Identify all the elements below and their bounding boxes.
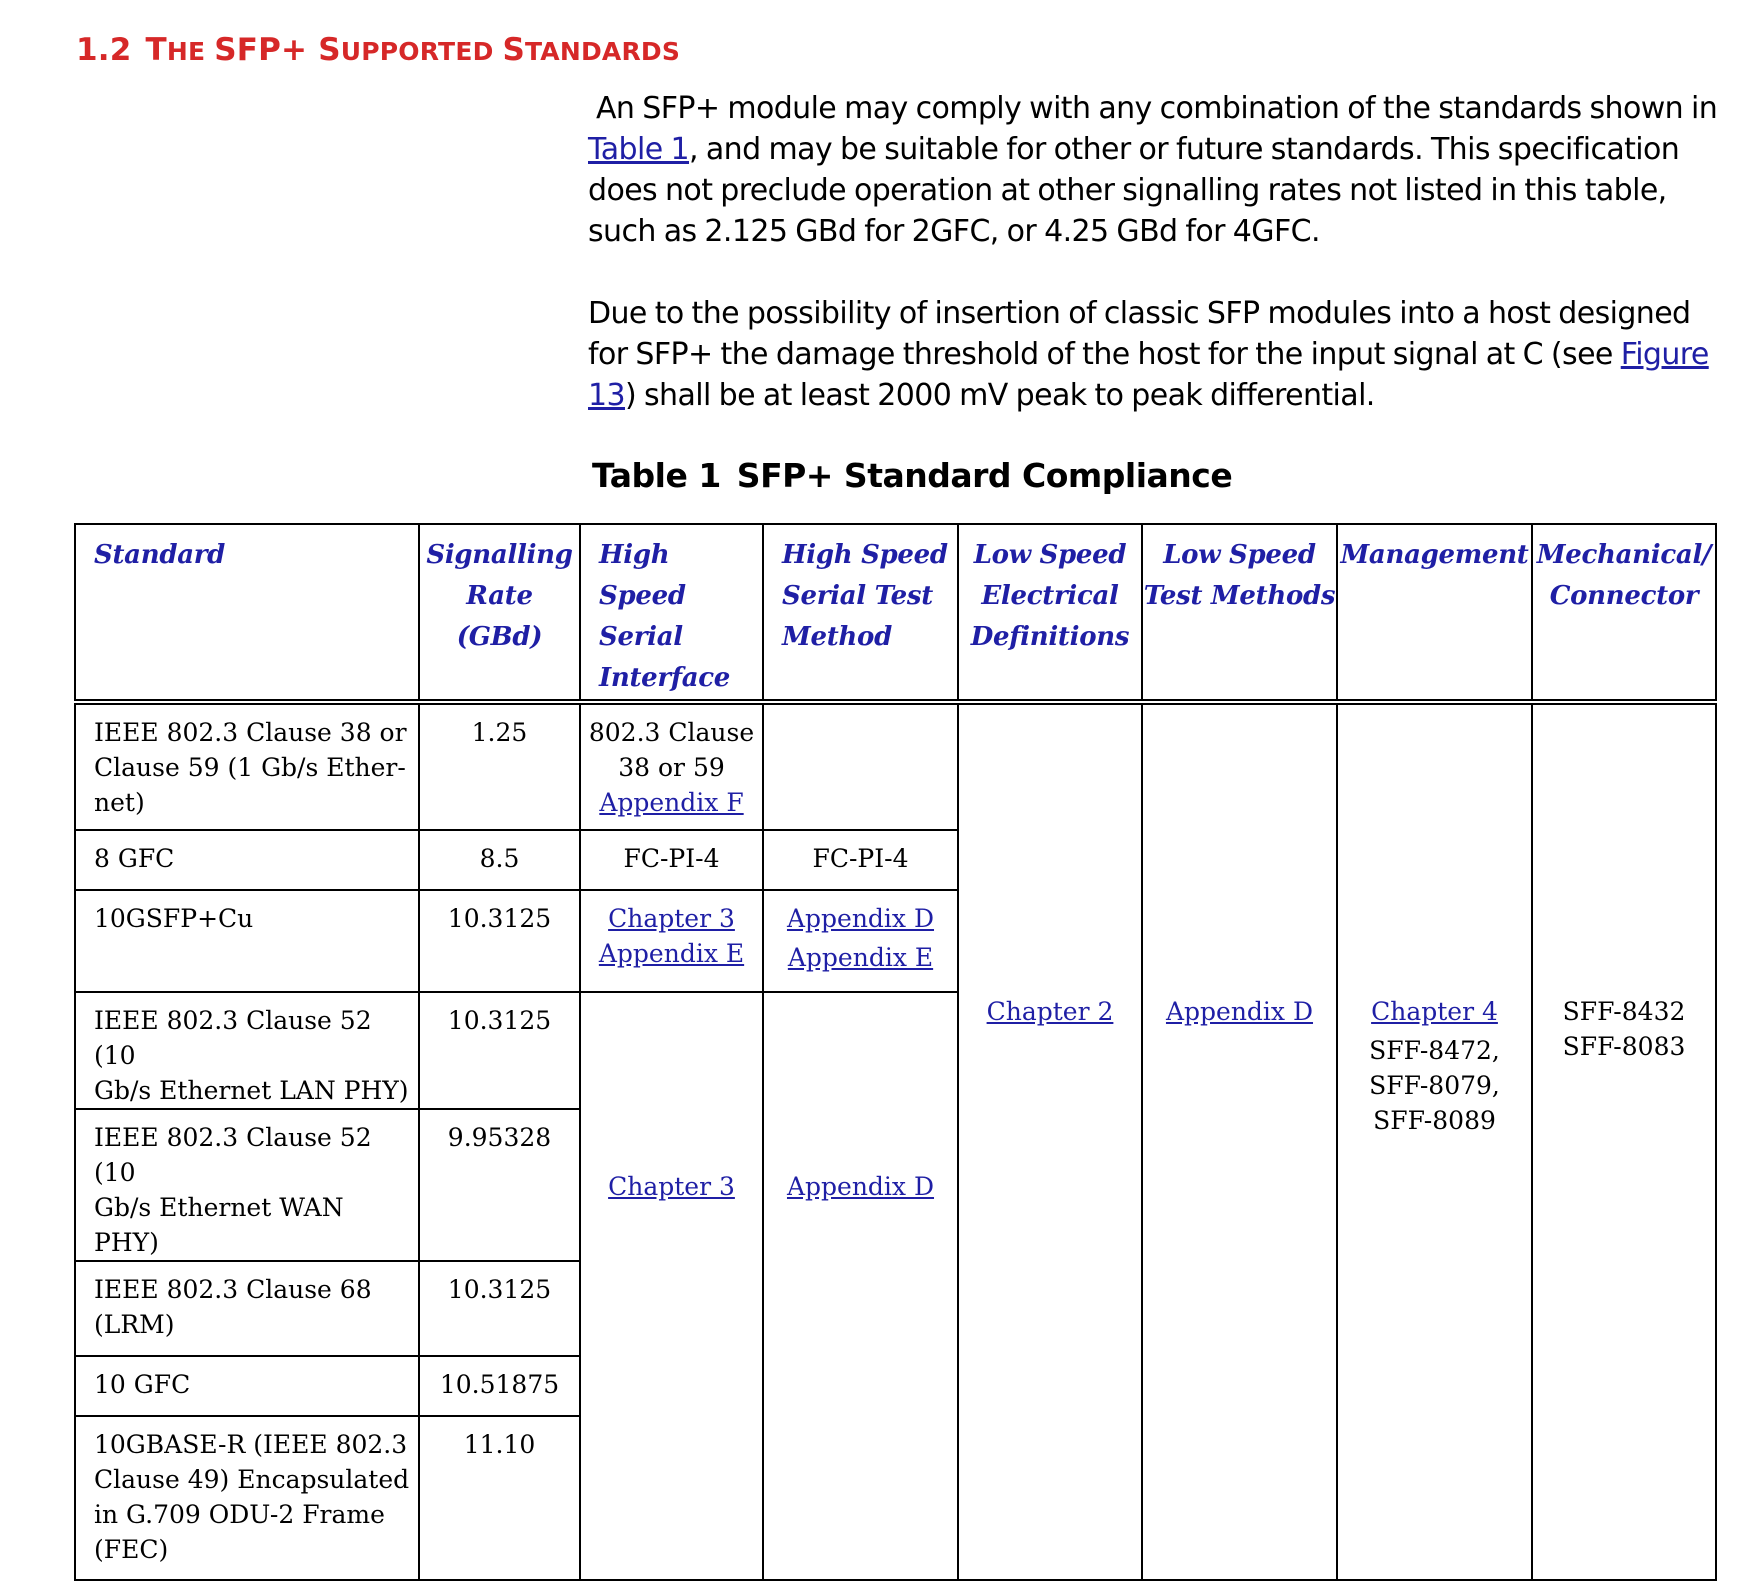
cell-management: Chapter 4 SFF-8472, SFF-8079, SFF-8089 [1337, 702, 1532, 1580]
cell-rate: 11.10 [419, 1416, 580, 1580]
cell-rate: 9.95328 [419, 1109, 580, 1261]
cell-standard: 8 GFC [75, 830, 419, 890]
cell-hs-interface: FC-PI-4 [580, 830, 763, 890]
cell-mechanical: SFF-8432 SFF-8083 [1532, 702, 1716, 1580]
cell-standard: 10 GFC [75, 1356, 419, 1416]
paragraph-2-text-a: Due to the possibility of insertion of classic SFP modules into a host designed for SFP+ the damage threshold of the host for the input signal at C (see [588, 296, 1691, 372]
table-caption-label: Table 1 [592, 456, 721, 495]
cell-rate: 10.3125 [419, 890, 580, 992]
paragraph-1-text-b: , and may be suitable for other or future standards. This specification does not preclude operation at other signalling rates not listed in this table, such as 2.125 GBd for 2GFC, or 4.25 GBd for 4GFC. [588, 132, 1680, 249]
body-text [588, 88, 1718, 416]
table-caption [592, 456, 1232, 495]
cell-hs-interface [580, 992, 763, 1580]
cell-standard: 10GBASE-R (IEEE 802.3 Clause 49) Encapsulated in G.709 ODU-2 Frame (FEC) [75, 1416, 419, 1580]
cell-hs-test: FC-PI-4 [763, 830, 958, 890]
cell-standard: IEEE 802.3 Clause 38 or Clause 59 (1 Gb/s Ether- net) [75, 702, 419, 830]
title-part: T [145, 32, 167, 68]
cell-hs-test [763, 890, 958, 992]
paragraph-2-text-b: ) shall be at least 2000 mV peak to peak differential. [624, 378, 1375, 413]
paragraph-2 [588, 293, 1718, 416]
cell-hs-interface: 802.3 Clause 38 or 59 Appendix F [580, 702, 763, 830]
appendix-d-link[interactable]: Appendix D [786, 904, 935, 933]
header-hs-interface: High Speed Serial Interface [580, 524, 763, 702]
header-row [75, 524, 1716, 702]
chapter-3-link[interactable]: Chapter 3 [608, 1172, 735, 1201]
title-part: SFP+ S [214, 32, 341, 68]
table-1-link[interactable]: Table 1 [588, 132, 690, 167]
cell-standard: 10GSFP+Cu [75, 890, 419, 992]
cell-rate: 10.3125 [419, 1261, 580, 1356]
table-caption-title: SFP+ Standard Compliance [736, 456, 1233, 495]
cell-standard: IEEE 802.3 Clause 52 (10 Gb/s Ethernet LAN PHY) [75, 992, 419, 1109]
cell-hs-test [763, 992, 958, 1580]
cell-ls-electrical [958, 702, 1142, 1580]
section-number: 1.2 [76, 32, 132, 68]
cell-standard: IEEE 802.3 Clause 52 (10 Gb/s Ethernet WAN PHY) [75, 1109, 419, 1261]
header-hs-test: High Speed Serial Test Method [763, 524, 958, 702]
header-ls-electrical: Low Speed Electrical Definitions [958, 524, 1142, 702]
header-mechanical: Mechanical/ Connector [1532, 524, 1716, 702]
chapter-3-link[interactable]: Chapter 3 [608, 904, 735, 933]
cell-hs-interface [580, 890, 763, 992]
cell-rate: 8.5 [419, 830, 580, 890]
appendix-f-link[interactable]: Appendix F [599, 788, 744, 817]
chapter-4-link[interactable]: Chapter 4 [1371, 997, 1498, 1026]
cell-rate: 10.51875 [419, 1356, 580, 1416]
appendix-e-link[interactable]: Appendix E [787, 943, 934, 972]
title-part: UPPORTED [340, 37, 503, 66]
figure-13-link[interactable]: Figure 13 [588, 337, 1709, 413]
compliance-table [74, 523, 1717, 1581]
header-ls-test: Low Speed Test Methods [1142, 524, 1337, 702]
cell-ls-test [1142, 702, 1337, 1580]
table-row [75, 702, 1716, 830]
chapter-2-link[interactable]: Chapter 2 [986, 997, 1114, 1026]
appendix-e-link[interactable]: Appendix E [598, 939, 745, 968]
title-part: HE [166, 37, 215, 66]
appendix-d-link[interactable]: Appendix D [1165, 997, 1314, 1026]
header-standard: Standard [75, 524, 419, 702]
cell-standard: IEEE 802.3 Clause 68 (LRM) [75, 1261, 419, 1356]
cell-rate: 10.3125 [419, 992, 580, 1109]
cell-hs-test [763, 702, 958, 830]
title-part: TANDARDS [524, 37, 681, 66]
header-rate: Signalling Rate (GBd) [419, 524, 580, 702]
cell-rate: 1.25 [419, 702, 580, 830]
header-management: Management [1337, 524, 1532, 702]
title-part: S [502, 32, 525, 68]
paragraph-1 [588, 88, 1718, 252]
section-heading [76, 32, 680, 68]
appendix-d-link[interactable]: Appendix D [786, 1172, 935, 1201]
paragraph-1-text-a: An SFP+ module may comply with any combination of the standards shown in [596, 91, 1718, 126]
